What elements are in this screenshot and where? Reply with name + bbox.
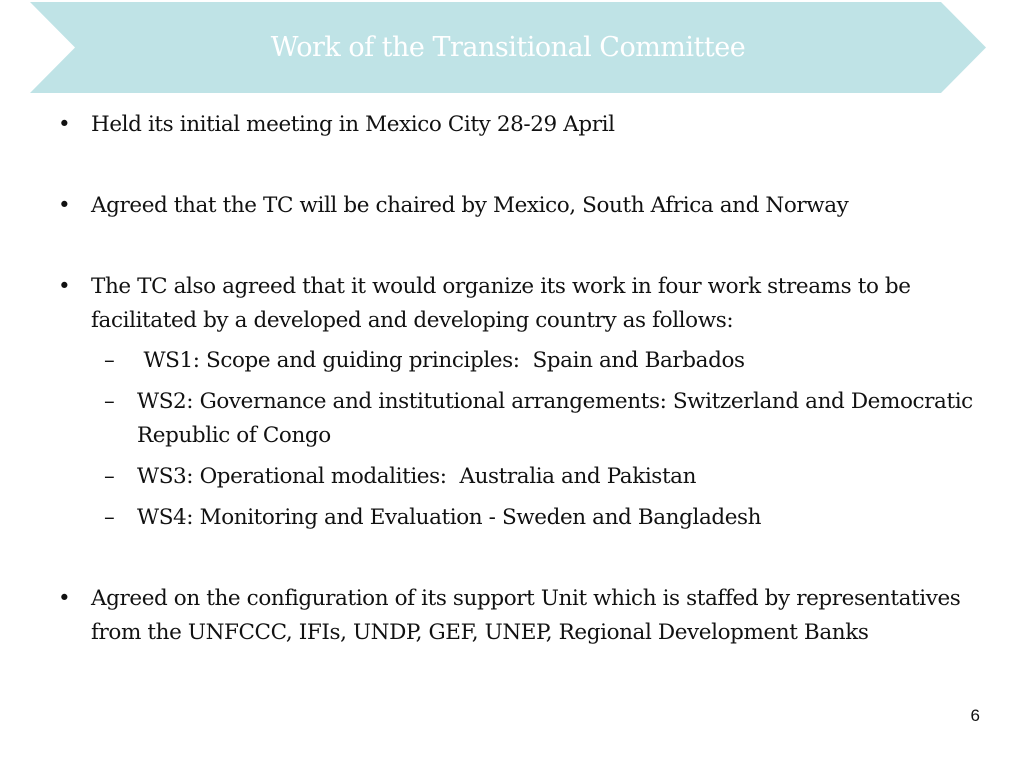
dash-symbol: – — [104, 505, 115, 530]
bullet-text: The TC also agreed that it would organize its work in four work streams to be facilitated by a developed and developing country as follows: — [91, 274, 911, 333]
work-stream-text: WS2: Governance and institutional arrangements: Switzerland and Democratic Republic of Congo — [137, 389, 973, 448]
work-stream-text: WS3: Operational modalities: Australia and Pakistan — [137, 464, 697, 489]
bullet-text: Held its initial meeting in Mexico City 28-29 April — [91, 112, 615, 137]
work-stream-text: WS1: Scope and guiding principles: Spain and Barbados — [137, 348, 745, 373]
title-banner — [30, 2, 986, 93]
page-number: 6 — [970, 706, 980, 725]
bullet-item — [58, 189, 978, 223]
dash-symbol: – — [104, 464, 115, 489]
bullet-text: Agreed on the configuration of its support Unit which is staffed by representatives from the UNFCCC, IFIs, UNDP, GEF, UNEP, Regional Development Banks — [91, 586, 961, 645]
bullet-symbol: • — [58, 586, 71, 611]
bullet-symbol: • — [58, 274, 71, 299]
dash-symbol: – — [104, 389, 115, 414]
bullet-text: Agreed that the TC will be chaired by Mexico, South Africa and Norway — [91, 193, 849, 218]
bullet-item — [58, 582, 978, 650]
work-stream-item — [91, 385, 978, 453]
work-stream-text: WS4: Monitoring and Evaluation - Sweden and Bangladesh — [137, 505, 762, 530]
bullet-list — [58, 108, 978, 650]
work-streams-list — [91, 344, 978, 535]
slide-title: Work of the Transitional Committee — [270, 32, 746, 63]
bullet-item — [58, 108, 978, 142]
dash-symbol: – — [104, 348, 115, 373]
work-stream-item — [91, 344, 978, 378]
work-stream-item — [91, 501, 978, 535]
work-stream-item — [91, 460, 978, 494]
bullet-symbol: • — [58, 193, 71, 218]
bullet-item — [58, 270, 978, 338]
bullet-symbol: • — [58, 112, 71, 137]
